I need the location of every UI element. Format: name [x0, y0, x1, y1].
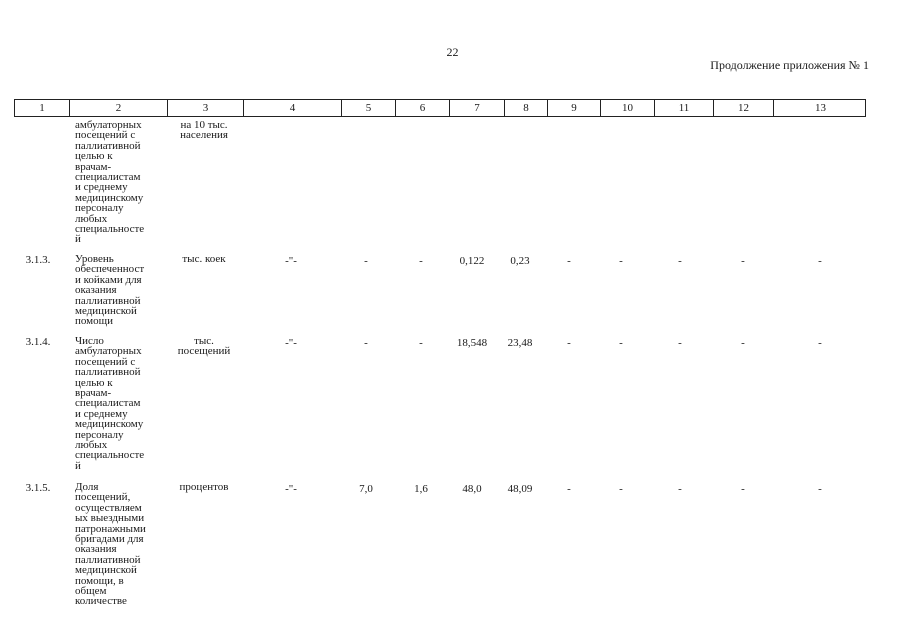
description-line: врачам-: [75, 387, 112, 400]
description-line: целью к: [75, 150, 113, 163]
description-line: специальносте: [75, 449, 145, 462]
description-line: специальносте: [75, 223, 145, 236]
value-c7: 48,0: [462, 483, 482, 495]
unit-of-measure: [170, 482, 238, 492]
value-c5: -: [364, 337, 368, 349]
header-col-7: 7: [449, 100, 504, 116]
value-c10: -: [619, 337, 623, 349]
description-line: й: [75, 459, 81, 472]
description-line: ых выездными: [75, 512, 145, 525]
value-c4: -"-: [285, 483, 297, 495]
description-line: и среднему: [75, 181, 128, 194]
value-c4: -"-: [285, 255, 297, 267]
description-line: паллиативной: [75, 139, 141, 152]
description-line: обеспеченност: [75, 263, 145, 276]
header-col-9: 9: [547, 100, 600, 116]
description-line: общем: [75, 585, 107, 598]
description-line: амбулаторных: [75, 119, 142, 131]
value-c13: -: [818, 337, 822, 349]
description-line: любых: [75, 212, 108, 225]
value-c4: -"-: [285, 337, 297, 349]
description-line: врачам-: [75, 160, 112, 173]
value-c6: 1,6: [414, 483, 428, 495]
value-c9: -: [567, 337, 571, 349]
description-line: паллиативной: [75, 553, 141, 566]
description-line: патронажными: [75, 522, 146, 535]
description-line: посещений с: [75, 129, 136, 142]
description-line: и койками для: [75, 273, 142, 286]
unit-line: процентов: [179, 481, 229, 493]
row-id: 3.1.5.: [25, 482, 51, 494]
value-c7: 18,548: [456, 337, 488, 349]
description-line: Уровень: [75, 253, 114, 265]
description-line: медицинской: [75, 305, 137, 318]
unit-of-measure: [170, 336, 238, 357]
value-c8: 48,09: [507, 483, 533, 495]
description-line: специалистам: [75, 397, 141, 410]
unit-line: тыс.: [194, 335, 214, 347]
header-col-6: 6: [395, 100, 449, 116]
value-c5: 7,0: [359, 483, 373, 495]
description-line: медицинскому: [75, 418, 144, 431]
unit-of-measure: [170, 254, 238, 264]
header-col-3: 3: [167, 100, 243, 116]
header-col-4: 4: [243, 100, 341, 116]
page-number: 22: [446, 45, 459, 59]
value-c13: -: [818, 255, 822, 267]
description-line: посещений,: [75, 491, 131, 504]
description-line: и среднему: [75, 407, 128, 420]
unit-line: населения: [180, 129, 228, 142]
value-c10: -: [619, 255, 623, 267]
table-header-row: [14, 99, 866, 117]
row-id: 3.1.4.: [25, 336, 51, 348]
value-c9: -: [567, 483, 571, 495]
unit-line: посещений: [177, 345, 231, 358]
value-c12: -: [741, 255, 745, 267]
header-col-13: 13: [773, 100, 867, 116]
description-line: медицинскому: [75, 191, 144, 204]
description-line: целью к: [75, 376, 113, 389]
unit-of-measure: [170, 120, 238, 141]
description-line: количестве: [75, 595, 127, 608]
description-line: персоналу: [75, 428, 124, 441]
description-line: й: [75, 233, 81, 246]
description-line: оказания: [75, 284, 117, 297]
row-id: 3.1.3.: [25, 254, 51, 266]
value-c11: -: [678, 255, 682, 267]
description-line: Число: [75, 335, 104, 347]
indicator-description: [75, 336, 161, 471]
description-line: паллиативной: [75, 294, 141, 307]
value-c6: -: [419, 255, 423, 267]
unit-line: тыс. коек: [182, 253, 226, 265]
value-c6: -: [419, 337, 423, 349]
value-c13: -: [818, 483, 822, 495]
description-line: осуществляем: [75, 501, 142, 514]
value-c8: 23,48: [507, 337, 533, 349]
value-c10: -: [619, 483, 623, 495]
description-line: оказания: [75, 543, 117, 556]
value-c9: -: [567, 255, 571, 267]
value-c8: 0,23: [510, 255, 530, 267]
description-line: помощи: [75, 315, 113, 328]
unit-line: на 10 тыс.: [180, 119, 228, 131]
indicator-description: [75, 120, 161, 245]
description-line: бригадами для: [75, 533, 144, 546]
header-col-12: 12: [713, 100, 773, 116]
indicator-description: [75, 254, 161, 327]
description-line: персоналу: [75, 202, 124, 215]
indicator-description: [75, 482, 161, 607]
header-col-10: 10: [600, 100, 654, 116]
description-line: специалистам: [75, 171, 141, 184]
header-col-2: 2: [69, 100, 167, 116]
value-c11: -: [678, 483, 682, 495]
description-line: амбулаторных: [75, 345, 142, 358]
continuation-note: Продолжение приложения № 1: [710, 58, 869, 72]
description-line: посещений с: [75, 355, 136, 368]
header-col-11: 11: [654, 100, 713, 116]
header-col-5: 5: [341, 100, 395, 116]
description-line: любых: [75, 439, 108, 452]
description-line: помощи, в: [75, 574, 124, 587]
description-line: Доля: [75, 481, 99, 493]
header-col-8: 8: [504, 100, 547, 116]
value-c12: -: [741, 483, 745, 495]
value-c5: -: [364, 255, 368, 267]
value-c7: 0,122: [459, 255, 485, 267]
description-line: медицинской: [75, 564, 137, 577]
value-c12: -: [741, 337, 745, 349]
value-c11: -: [678, 337, 682, 349]
header-col-1: 1: [39, 102, 45, 114]
description-line: паллиативной: [75, 366, 141, 379]
